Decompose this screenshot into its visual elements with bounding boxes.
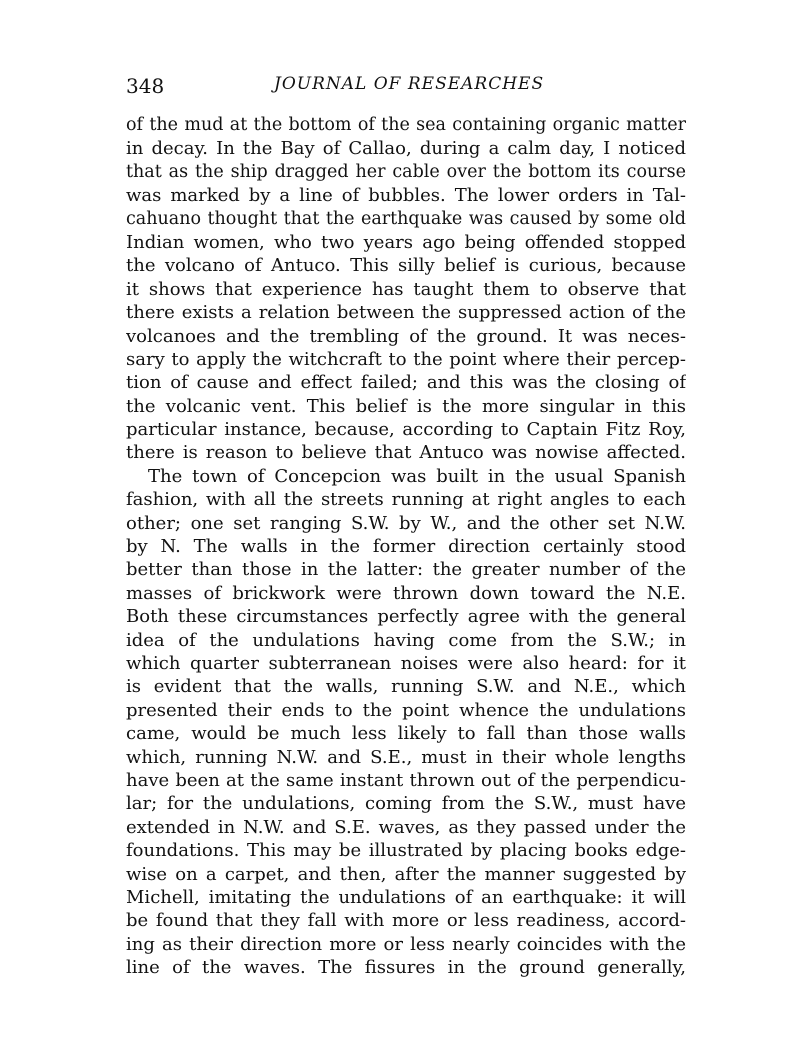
text-line: by N. The walls in the former direction certainly stood [126, 536, 686, 558]
text-line: lar; for the undulations, coming from the S.W., must have [126, 793, 686, 815]
text-line: wise on a carpet, and then, after the manner suggested by [126, 863, 686, 885]
text-line: Indian women, who two years ago being offended stopped [126, 231, 686, 253]
page-header [126, 74, 686, 104]
text-line: the volcanic vent. This belief is the more singular in this [126, 395, 686, 417]
text-line: cahuano thought that the earthquake was caused by some old [126, 208, 686, 229]
text-line: was marked by a line of bubbles. The lower orders in Tal- [126, 185, 686, 207]
body-text [126, 114, 686, 979]
text-line: line of the waves. The fissures in the ground generally, [126, 957, 686, 979]
text-line: that as the ship dragged her cable over the bottom its course [126, 161, 686, 182]
text-line: tion of cause and effect failed; and this was the closing of [126, 372, 686, 394]
text-line: foundations. This may be illustrated by placing books edge- [126, 840, 686, 862]
text-line: other; one set ranging S.W. by W., and the other set N.W. [126, 512, 686, 534]
text-line: is evident that the walls, running S.W. and N.E., which [126, 676, 686, 698]
text-line: there is reason to believe that Antuco was nowise affected. [126, 442, 686, 464]
text-line: it shows that experience has taught them to observe that [126, 278, 686, 300]
text-line: idea of the undulations having come from the S.W.; in [126, 629, 686, 651]
text-line: Michell, imitating the undulations of an earthquake: it will [126, 886, 686, 908]
text-line: particular instance, because, according to Captain Fitz Roy, [126, 419, 686, 441]
text-line: The town of Concepcion was built in the usual Spanish [148, 465, 686, 487]
text-line: better than those in the latter: the greater number of the [126, 559, 686, 581]
text-line: which, running N.W. and S.E., must in their whole lengths [126, 746, 686, 768]
text-line: presented their ends to the point whence the undulations [126, 699, 686, 721]
text-line: there exists a relation between the suppressed action of the [126, 302, 686, 324]
text-line: of the mud at the bottom of the sea containing organic matter [126, 115, 686, 135]
page-number: 348 [126, 74, 165, 98]
text-line: extended in N.W. and S.E. waves, as they passed under the [126, 816, 686, 838]
text-line: ing as their direction more or less nearly coincides with the [126, 933, 686, 955]
text-line: masses of brickwork were thrown down toward the N.E. [126, 582, 686, 604]
text-line: in decay. In the Bay of Callao, during a calm day, I noticed [126, 138, 686, 160]
text-line: Both these circumstances perfectly agree with the general [126, 606, 686, 628]
text-line: volcanoes and the trembling of the ground. It was neces- [126, 325, 686, 347]
text-line: have been at the same instant thrown out of the perpendicu- [126, 769, 686, 791]
running-title: JOURNAL OF RESEARCHES [274, 74, 545, 94]
text-line: sary to apply the witchcraft to the point where their percep- [126, 348, 686, 370]
text-line: came, would be much less likely to fall than those walls [126, 723, 686, 745]
text-line: be found that they fall with more or less readiness, accord- [126, 910, 686, 932]
text-line: fashion, with all the streets running at right angles to each [126, 489, 686, 511]
text-line: which quarter subterranean noises were also heard: for it [126, 652, 686, 674]
text-line: the volcano of Antuco. This silly belief is curious, because [126, 255, 686, 277]
